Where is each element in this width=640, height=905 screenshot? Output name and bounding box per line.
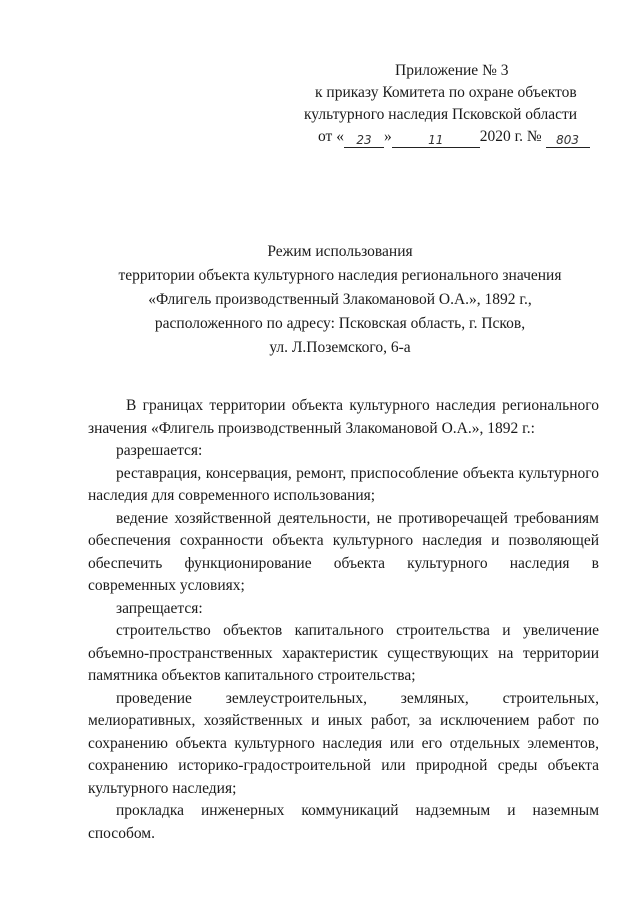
title-line-4: расположенного по адресу: Псковская область, г. Псков,: [154, 315, 526, 332]
date-quote-close: »: [383, 128, 392, 145]
order-number-field: [546, 129, 590, 148]
allowed-heading: разрешается:: [116, 442, 203, 459]
document-title: [80, 240, 600, 360]
date-prefix: от «: [318, 128, 344, 145]
title-line-5: ул. Л.Поземского, 6-а: [269, 339, 411, 356]
date-year-number-label: 2020 г. №: [479, 128, 542, 145]
title-line-2: территории объекта культурного наследия регионального значения: [118, 267, 562, 284]
title-line-3: «Флигель производственный Злакомановой О.А.», 1892 г.,: [148, 291, 532, 308]
allowed-item-1: реставрация, консервация, ремонт, приспособление объекта культурного наследия для современного использования;: [88, 464, 599, 504]
date-month-handwritten: 11: [428, 133, 444, 147]
date-day-field: [344, 129, 384, 148]
forbidden-item-3: прокладка инженерных коммуникаций надземным и наземным способом.: [88, 802, 599, 842]
forbidden-heading: запрещается:: [116, 599, 203, 617]
order-reference: к приказу Комитета по охране объектов: [315, 84, 577, 101]
date-day-handwritten: 23: [356, 133, 372, 147]
date-month-field: [392, 129, 480, 148]
order-number-handwritten: 803: [556, 133, 580, 147]
appendix-number: Приложение № 3: [395, 62, 509, 79]
appendix-header: [300, 60, 610, 148]
title-line-1: Режим использования: [267, 243, 413, 260]
allowed-item-2: ведение хозяйственной деятельности, не противоречащей требованиям обеспечения сохранности объекта культурного наследия и позволяющей обеспечить функционирование объекта культурного наследия в современных условиях;: [88, 509, 599, 594]
forbidden-item-1: строительство объектов капитального строительства и увеличение объемно-пространственных характеристик существующих на территории памятника объектов капитального строительства;: [88, 622, 599, 684]
committee-name: культурного наследия Псковской области: [304, 106, 578, 123]
forbidden-item-2: проведение землеустроительных, земляных, строительных, мелиоративных, хозяйственных и иных работ, за исключением работ по сохранению объекта культурного наследия или его отдельных элементов, сохранению историко-градостроительной или природной среды объекта культурного наследия;: [88, 689, 599, 797]
document-body: [88, 395, 599, 845]
order-date-line: [300, 126, 610, 148]
intro-paragraph: В границах территории объекта культурного наследия регионального значения «Флигель производственный Злакомановой О.А.», 1892 г.:: [88, 397, 599, 437]
